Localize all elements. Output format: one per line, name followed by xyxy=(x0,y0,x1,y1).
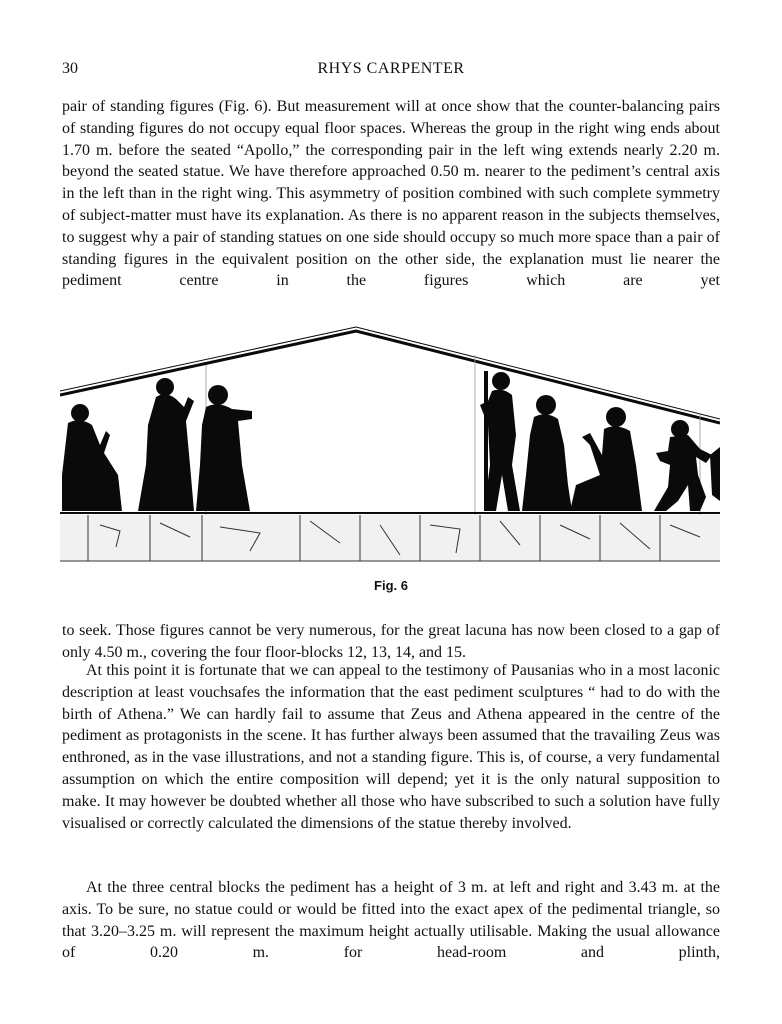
paragraph-1: pair of standing figures (Fig. 6). But measurement will at once show that the counter-balancing pairs of standing figures do not occupy equal floor spaces. Whereas the group in the right wing ends about 1.70 m. before the seated “Apollo,” the corresponding pair in the left wing extends nearly 2.20 m. beyond the seated statue. We have therefore approached 0.50 m. nearer to the pediment’s central axis in the left than in the right wing. This asymmetry of position combined with such complete symmetry of subject-matter must have its explanation. As there is no apparent reason in the subjects themselves, to suggest why a pair of standing statues on one side should occupy so much more space than a pair of standing figures in the equivalent position on the other side, the explanation must lie nearer the pediment centre in the figures which are yet xyxy=(62,98,720,290)
paragraph-3: At this point it is fortunate that we can appeal to the testimony of Pausanias who in a most laconic description at least vouchsafes the information that the east pediment sculptures “ had to do with the birth of Athena.” We can hardly fail to assume that Zeus and Athena appeared in the centre of the pediment as protagonists in the scene. It has further always been assumed that the travailing Zeus was enthroned, as in the vase illustrations, and not a standing figure. This is, of course, a very fundamental assumption on which the entire composition will depend; yet it is the only natural supposition to make. It may however be doubted whether all those who have subscribed to such a solution have fully visualised or correctly calculated the dimensions of the statue thereby involved. xyxy=(62,662,720,832)
floor-blocks xyxy=(60,515,720,561)
seated-figure-left xyxy=(62,404,122,511)
running-head: RHYS CARPENTER xyxy=(317,60,465,77)
partial-figure-edge xyxy=(710,447,720,501)
page-number: 30 xyxy=(62,60,78,77)
standing-figure-with-staff xyxy=(480,371,520,511)
standing-figure-left-1 xyxy=(138,378,194,511)
paragraph-2: to seek. Those figures cannot be very numerous, for the great lacuna has now been closed to a gap of only 4.50 m., covering the four floor-blocks 12, 13, 14, and 15. xyxy=(62,622,720,661)
figure-caption: Fig. 6 xyxy=(374,578,408,593)
pediment-figure-illustration xyxy=(60,325,720,565)
standing-draped-figure-right xyxy=(522,395,572,511)
standing-figure-left-2 xyxy=(196,385,252,511)
seated-figure-right xyxy=(570,407,642,511)
running-figure-right xyxy=(654,420,712,511)
paragraph-4: At the three central blocks the pediment has a height of 3 m. at left and right and 3.43 m. at the axis. To be sure, no statue could or would be fitted into the exact apex of the pedimental triangle, so that 3.20–3.25 m. will represent the maximum height actually utilisable. Making the usual allowance of 0.20 m. for head-room and plinth, xyxy=(62,879,720,962)
